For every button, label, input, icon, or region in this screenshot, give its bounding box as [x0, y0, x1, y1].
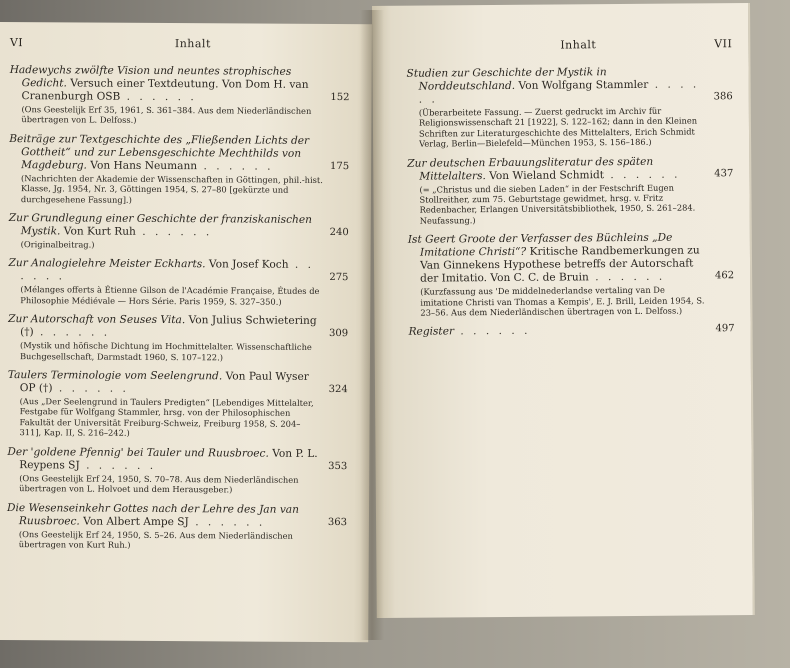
left-page-header	[10, 36, 350, 58]
entry-heading	[9, 212, 323, 240]
dot-leader: . . . . . .	[188, 515, 266, 529]
entry-source-note: (Ons Geestelijk Erf 24, 1950, S. 70–78. Aus dem Niederländischen übertragen von L. Holvoet und dem Herausgeber.)	[19, 472, 299, 495]
entry-author: Von Albert Ampe SJ	[83, 515, 189, 528]
dot-leader: . . . . . .	[603, 168, 681, 181]
entry-heading	[8, 257, 322, 285]
toc-entry	[408, 231, 735, 318]
page-number: VI	[9, 36, 24, 50]
toc-entries-left	[7, 64, 350, 551]
entry-source-note: (Überarbeitete Fassung. — Zuerst gedruckt im Archiv für Religionswissenschaft 21 [1922], S. 122–162; dann in den Kleinen Schriften zur Literaturgeschichte des Mittelalters, Erich Schmidt Verlag, Berlin—Bielefeld—München 1953, S. 156–186.)	[418, 105, 698, 149]
page-number: VII	[714, 37, 733, 51]
entry-page-number: 152	[330, 92, 350, 104]
entry-page-number: 324	[328, 384, 348, 396]
entry-page-number: 386	[713, 91, 733, 103]
right-page-header	[406, 37, 732, 60]
toc-entry	[409, 324, 735, 340]
entry-title: Zur Analogielehre Meister Eckharts.	[8, 257, 206, 271]
entry-source-note: (Aus „Der Seelengrund in Taulers Predigten“ [Lebendiges Mittelalter, Festgabe für Wolfgang Stammler, hrsg. von der Philosophischen Fakultät der Universität Freiburg-Schweiz, Freiburg 1958, S. 204–311], Kap. II, S. 216–242.)	[19, 396, 314, 439]
entry-author: Kritische Randbemerkungen zu Van Ginnekens Hypothese betreffs der Autorschaft der Imitatio. Von C. C. de Bruin	[419, 244, 700, 285]
entry-page-number: 363	[327, 516, 347, 528]
entry-title: Zur Autorschaft von Seuses Vita.	[8, 313, 186, 327]
entry-page-number: 497	[715, 323, 735, 335]
entry-source-note: (Mystik und höfische Dichtung im Hochmittelalter. Wissenschaftliche Buchgesellschaft, Darmstadt 1960, S. 107–122.)	[19, 340, 312, 363]
entry-source-note: (Nachrichten der Akademie der Wissenschaften in Göttingen, phil.-hist. Klasse, Jg. 1954, Nr. 3, Göttingen 1954, S. 27–80 [gekürzte und durchgesehene Fassung].)	[20, 172, 323, 205]
dot-leader: . . . . . .	[79, 459, 157, 472]
toc-entry	[8, 257, 348, 307]
entry-title: Taulers Terminologie vom Seelengrund.	[7, 369, 223, 383]
entry-heading	[10, 64, 324, 105]
dot-leader: . . . . . .	[418, 78, 700, 106]
entry-title: Beiträge zur Textgeschichte des „Fließenden Lichts der Gottheit“ und zur Lebensgeschichte Mechthilds von Magdeburg.	[9, 132, 310, 172]
entry-title: Der 'goldene Pfennig' bei Tauler und Ruusbroec.	[7, 445, 269, 460]
toc-entry	[9, 133, 349, 206]
entry-heading	[408, 232, 708, 286]
entry-author: Versuch einer Textdeutung. Von Dom H. van Cranenburgh OSB	[21, 77, 309, 103]
dot-leader: . . . . . .	[197, 160, 274, 173]
entry-page-number: 462	[714, 270, 735, 282]
toc-entry	[7, 446, 347, 496]
entry-page-number: 240	[329, 227, 349, 239]
entry-source-note: (= „Christus und die sieben Laden“ in der Festschrift Eugen Stollreither, zum 75. Geburtstage gewidmet, hrsg. v. Fritz Redenbacher, Erlangen Universitätsbibliothek, 1950, S. 261–284. Neufassung.)	[419, 182, 696, 226]
entry-page-number: 275	[329, 272, 349, 284]
running-head: Inhalt	[560, 38, 597, 52]
toc-entry	[7, 502, 347, 552]
entry-author: Von P. L. Reypens SJ	[19, 447, 318, 472]
dot-leader: . . . . . .	[33, 326, 111, 339]
dot-leader: . . . . . .	[20, 259, 315, 283]
entry-title: Ist Geert Groote der Verfasser des Büchleins „De Imitatione Christi“?	[407, 231, 673, 259]
entry-author: Von Hans Neumann	[90, 159, 198, 173]
entry-author: Von Paul Wyser OP (†)	[19, 370, 309, 395]
toc-entry	[7, 369, 347, 440]
entry-page-number: 309	[328, 328, 349, 340]
entry-page-number: 353	[328, 460, 348, 472]
left-page	[0, 22, 372, 642]
dot-leader: . . . . . .	[453, 325, 531, 338]
entry-heading	[8, 313, 322, 341]
dot-leader: . . . . . .	[135, 225, 213, 239]
entry-author: Von Kurt Ruh	[63, 225, 136, 238]
entry-heading	[406, 65, 706, 106]
entry-source-note: (Ons Geestelijk Erf 35, 1961, S. 361–384. Aus dem Niederländischen übertragen von L. Delfoss.)	[21, 104, 312, 126]
toc-entries-right	[406, 65, 734, 339]
toc-entry	[406, 65, 733, 149]
entry-source-note: (Ons Geestelijk Erf 24, 1950, S. 5–26. Aus dem Niederländischen übertragen von Kurt Ruh.)	[18, 528, 293, 550]
entry-source-note: (Mélanges offerts à Étienne Gilson de l'Académie Française, Études de Philosophie Médiévale — Hors Série. Paris 1959, S. 327–350.)	[20, 284, 320, 307]
entry-title: Register	[408, 325, 455, 339]
entry-author: Von Julius Schwietering (†)	[20, 314, 317, 339]
toc-entry	[8, 313, 348, 363]
book-gutter	[360, 10, 384, 640]
entry-page-number: 175	[329, 160, 350, 172]
running-head: Inhalt	[174, 37, 211, 51]
entry-heading	[8, 369, 322, 397]
entry-title: Studien zur Geschichte der Mystik in Norddeutschland.	[406, 66, 607, 93]
entry-author: Von Wieland Schmidt	[489, 168, 605, 182]
entry-heading	[7, 446, 321, 474]
entry-source-note: (Kurzfassung aus 'De middelnederlandse vertaling van De imitatione Christi van Thomas a Kempis', E. J. Brill, Leiden 1954, S. 23–56. Aus dem Niederländischen übertragen von L. Delfoss.)	[420, 284, 705, 318]
entry-page-number: 437	[714, 167, 734, 179]
entry-author: Von Wolfgang Stammler	[518, 78, 649, 92]
entry-heading	[409, 324, 709, 339]
entry-title: Zur Grundlegung einer Geschichte der franziskanischen Mystik.	[8, 212, 313, 238]
entry-title: Hadewychs zwölfte Vision und neuntes strophisches Gedicht.	[9, 64, 292, 90]
dot-leader: . . . . . .	[120, 90, 197, 104]
entry-author: Von Josef Koch	[208, 258, 289, 272]
entry-heading	[7, 502, 321, 530]
toc-entry	[9, 64, 349, 127]
entry-source-note: (Originalbeitrag.)	[20, 239, 95, 250]
toc-entry	[9, 212, 349, 251]
right-page	[372, 3, 755, 618]
dot-leader: . . . . . .	[52, 382, 129, 395]
toc-entry	[407, 155, 734, 226]
entry-heading	[9, 133, 323, 174]
entry-title: Die Wesenseinkehr Gottes nach der Lehre des Jan van Ruusbroec.	[6, 501, 300, 527]
entry-title: Zur deutschen Erbauungsliteratur des späten Mittelalters.	[407, 155, 654, 183]
dot-leader: . . . . . .	[588, 270, 666, 284]
entry-heading	[407, 155, 707, 183]
